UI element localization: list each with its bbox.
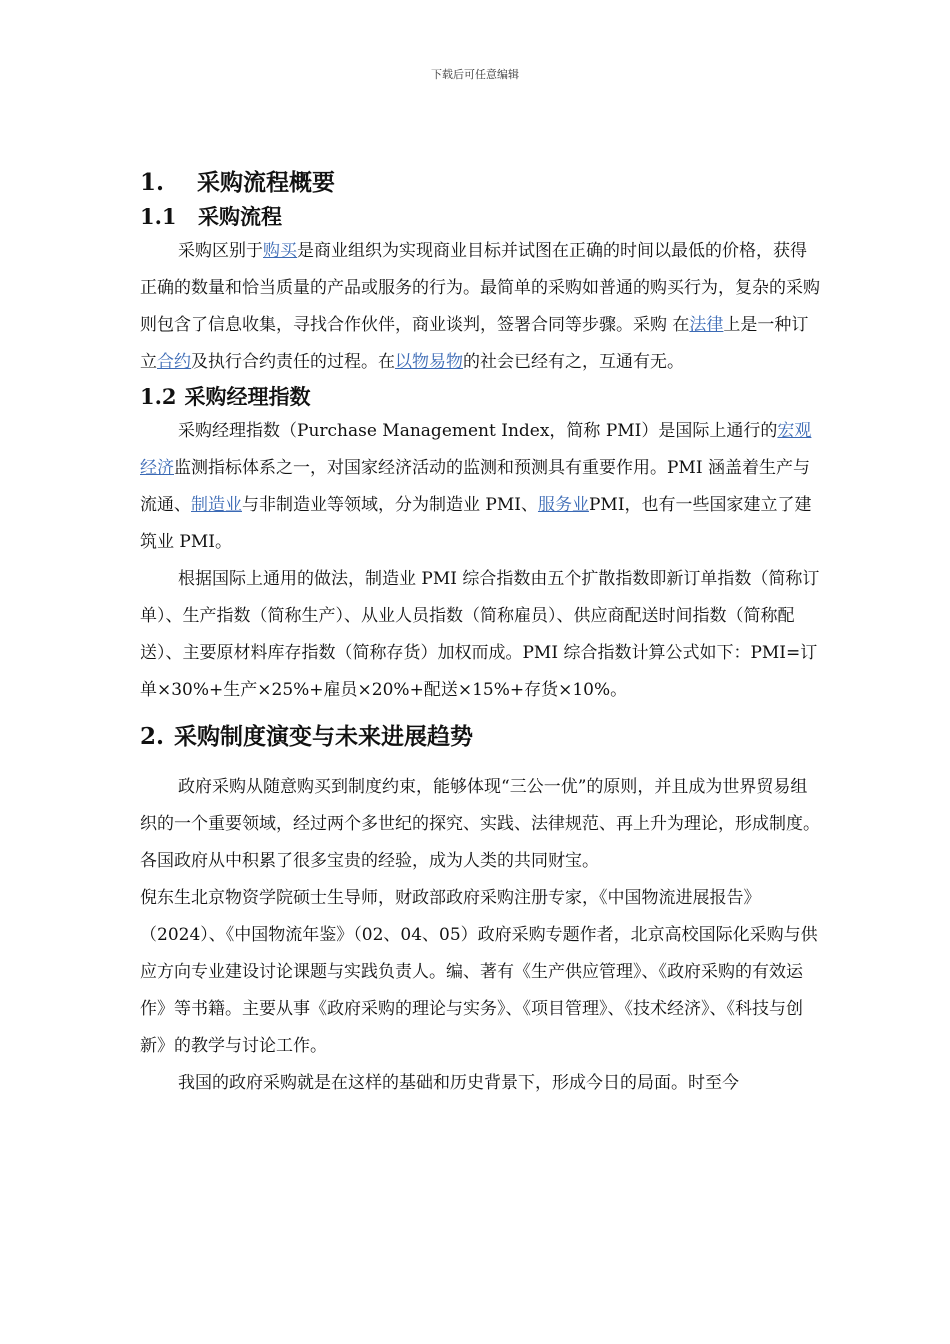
document-body <box>140 165 820 1102</box>
section-1-2-heading <box>140 381 820 413</box>
paragraph-procurement <box>140 233 820 381</box>
section-2-heading <box>140 719 820 755</box>
link-service-industry[interactable]: 服务业 <box>537 495 589 515</box>
text-run: 采购经理指数（Purchase Management Index，简称 PMI）是国际上通行的 <box>178 421 778 441</box>
paragraph-author-bio: 倪东生北京物资学院硕士生导师，财政部政府采购注册专家，《中国物流进展报告》（2024）、《中国物流年鉴》（02、04、05）政府采购专题作者，北京高校国际化采购与供应方向专业建设讨论课题与实践负责人。编、著有《生产供应管理》、《政府采购的有效运作》等书籍。主要从事《政府采购的理论与实务》、《项目管理》、《技术经济》、《科技与创新》的教学与讨论工作。 <box>140 888 818 1056</box>
text-run: 上是一种订立 <box>140 315 809 372</box>
link-purchase[interactable]: 购买 <box>263 241 297 261</box>
paragraph-gov-procurement: 政府采购从随意购买到制度约束，能够体现“三公一优”的原则，并且成为世界贸易组织的一个重要领域，经过两个多世纪的探究、实践、法律规范、再上升为理论，形成制度。各国政府从中积累了很多宝贵的经验，成为人类的共同财宝。 <box>140 777 820 871</box>
section-number: 1.1 <box>140 204 177 229</box>
section-title: 采购制度演变与未来进展趋势 <box>174 723 474 750</box>
section-title: 采购流程 <box>198 204 282 229</box>
text-run: 的社会已经有之，互通有无。 <box>463 352 684 372</box>
page-header: 下载后可任意编辑 <box>431 68 519 81</box>
text-run: 是商业组织为实现商业目标并试图在正确的时间以最低的价格，获得正确的数量和恰当质量的产品或服务的行为。最简单的采购如普通的购买行为，复杂的采购则包含了信息收集，寻找合作伙伴，商业谈判，签署合同等步骤。采购 在 <box>140 241 820 335</box>
text-run: 监测指标体系之一，对国家经济活动的监测和预测具有重要作用。PMI 涵盖着生产与流通、 <box>140 458 810 515</box>
link-macroeconomics[interactable]: 宏观经济 <box>140 421 812 478</box>
paragraph-pmi <box>140 413 820 561</box>
paragraph-pmi-formula: 根据国际上通用的做法，制造业 PMI 综合指数由五个扩散指数即新订单指数（简称订单）、生产指数（简称生产）、从业人员指数（简称雇员）、供应商配送时间指数（简称配送）、主要原材料库存指数（简称存货）加权而成。PMI 综合指数计算公式如下：PMI=订单×30%+生产×25%+雇员×20%+配送×15%+存货×10%。 <box>140 569 820 700</box>
paragraph-china-procurement: 我国的政府采购就是在这样的基础和历史背景下，形成今日的局面。时至今 <box>178 1073 739 1093</box>
section-1-heading <box>140 165 820 201</box>
text-run: 及执行合约责任的过程。在 <box>191 352 395 372</box>
section-number: 1.2 <box>140 384 177 409</box>
section-title: 采购流程概要 <box>197 169 335 196</box>
section-number: 1. <box>140 169 165 196</box>
text-run: 采购区别于 <box>178 241 263 261</box>
section-1-1-heading <box>140 201 820 233</box>
text-run: PMI，也有一些国家建立了建筑业 PMI。 <box>140 495 812 552</box>
section-title: 采购经理指数 <box>184 384 311 409</box>
link-manufacturing[interactable]: 制造业 <box>191 495 242 515</box>
link-barter[interactable]: 以物易物 <box>395 352 463 372</box>
section-number: 2. <box>140 723 165 750</box>
link-law[interactable]: 法律 <box>689 315 724 335</box>
link-contract[interactable]: 合约 <box>157 352 191 372</box>
text-run: 与非制造业等领域，分为制造业 PMI、 <box>242 495 538 515</box>
